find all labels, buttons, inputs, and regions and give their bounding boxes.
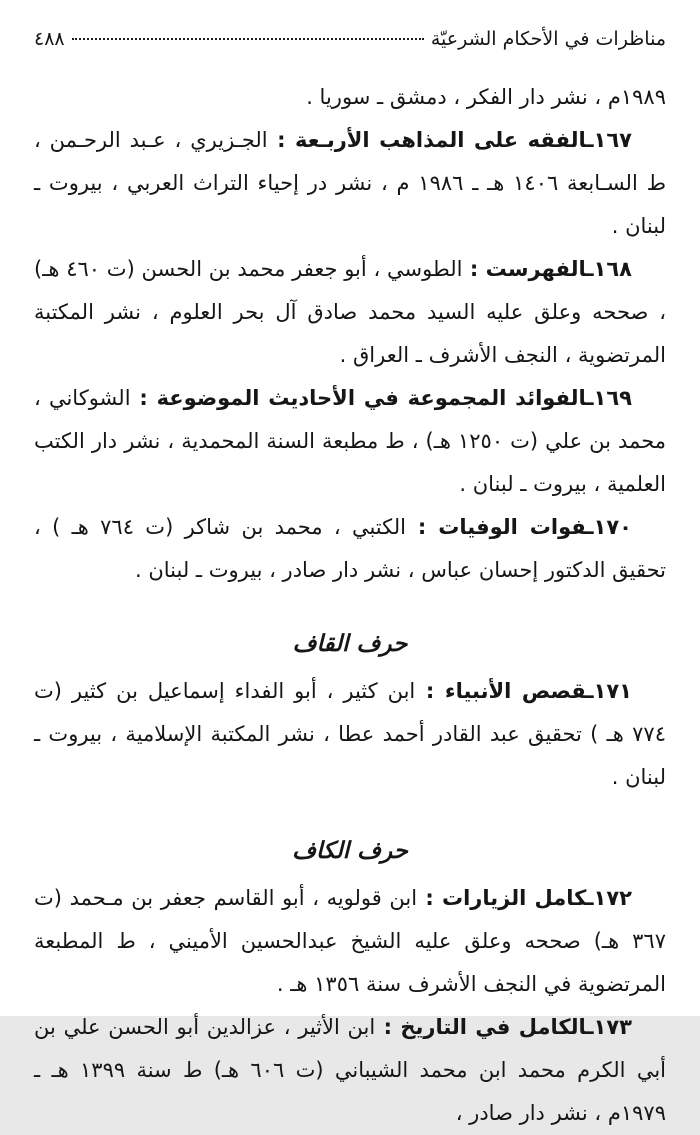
entry-number-title: ١٧١ـقصص الأنبياء : (415, 679, 632, 703)
bibliography-entry-172 (34, 877, 666, 1006)
running-header-title: مناظرات في الأحكام الشرعيّة (430, 28, 666, 50)
entry-number-title: ١٦٧ـالفقه على المذاهب الأربـعة : (267, 128, 632, 152)
entry-number-title: ١٦٨ـالفهرست : (462, 257, 632, 281)
dot-leader (72, 38, 424, 40)
bibliography-list (34, 76, 666, 1135)
entry-number-title: ١٧٢ـكامل الزيارات : (417, 886, 632, 910)
section-heading-kaf: حرف الكاف (292, 838, 408, 864)
entry-details: الجـزيري ، عـبد الرحـمن ، ط السـابعة ١٤٠٦ هـ ـ ١٩٨٦ م ، نشر در إحياء التراث العربي ، بيروت ـ لبنان . (34, 128, 666, 238)
entry-number-title: ١٧٠ـفوات الوفيات : (405, 515, 632, 539)
page-number: ٤٨٨ (34, 28, 65, 50)
bibliography-entry-170 (34, 506, 666, 592)
entry-details: ابن الأثير ، عزالدين أبو الحسن علي بن أبي الكرم محمد ابن محمد الشيباني (ت ٦٠٦ هـ) ط سنة ١٣٩٩ هـ ـ ١٩٧٩م ، نشر دار صادر ، (34, 1015, 667, 1125)
entry-number-title: ١٧٣ـالكامل في التاريخ : (375, 1015, 632, 1039)
bibliography-entry-173 (34, 1006, 666, 1135)
entry-details: ابن قولويه ، أبو القاسم جعفر بن مـحمد (ت ٣٦٧ هـ) صححه وعلق عليه الشيخ عبدالحسين الأميني ، ط المطبعة المرتضوية في النجف الأشرف سنة ١٣٥٦ هـ . (34, 886, 666, 996)
section-heading-qaf: حرف القاف (292, 631, 408, 657)
bibliography-entry-168 (34, 248, 666, 377)
entry-details: الشوكاني ، محمد بن علي (ت ١٢٥٠ هـ) ، ط مطبعة السنة المحمدية ، نشر دار الكتب العلمية ، بيروت ـ لبنان . (34, 386, 666, 496)
bibliography-entry-171 (34, 670, 666, 799)
entry-details: الكتبي ، محمد بن شاكر (ت ٧٦٤ هـ ) ، تحقيق الدكتور إحسان عباس ، نشر دار صادر ، بيروت ـ لبنان . (34, 515, 666, 582)
running-header (34, 24, 666, 54)
entry-details: الطوسي ، أبو جعفر محمد بن الحسن (ت ٤٦٠ هـ) ، صححه وعلق عليه السيد محمد صادق آل بحر العلوم ، نشر المكتبة المرتضوية ، النجف الأشرف ـ العراق . (34, 257, 666, 367)
bibliography-entry-169 (34, 377, 666, 506)
bibliography-entry-167 (34, 119, 666, 248)
entry-number-title: ١٦٩ـالفوائد المجموعة في الأحاديث الموضوعة : (130, 386, 632, 410)
entry-details: ابن كثير ، أبو الفداء إسماعيل بن كثير (ت ٧٧٤ هـ ) تحقيق عبد القادر أحمد عطا ، نشر المكتبة الإسلامية ، بيروت ـ لبنان . (34, 679, 666, 789)
entry-continuation-text: ١٩٨٩م ، نشر دار الفكر ، دمشق ـ سوريا . (306, 85, 666, 109)
